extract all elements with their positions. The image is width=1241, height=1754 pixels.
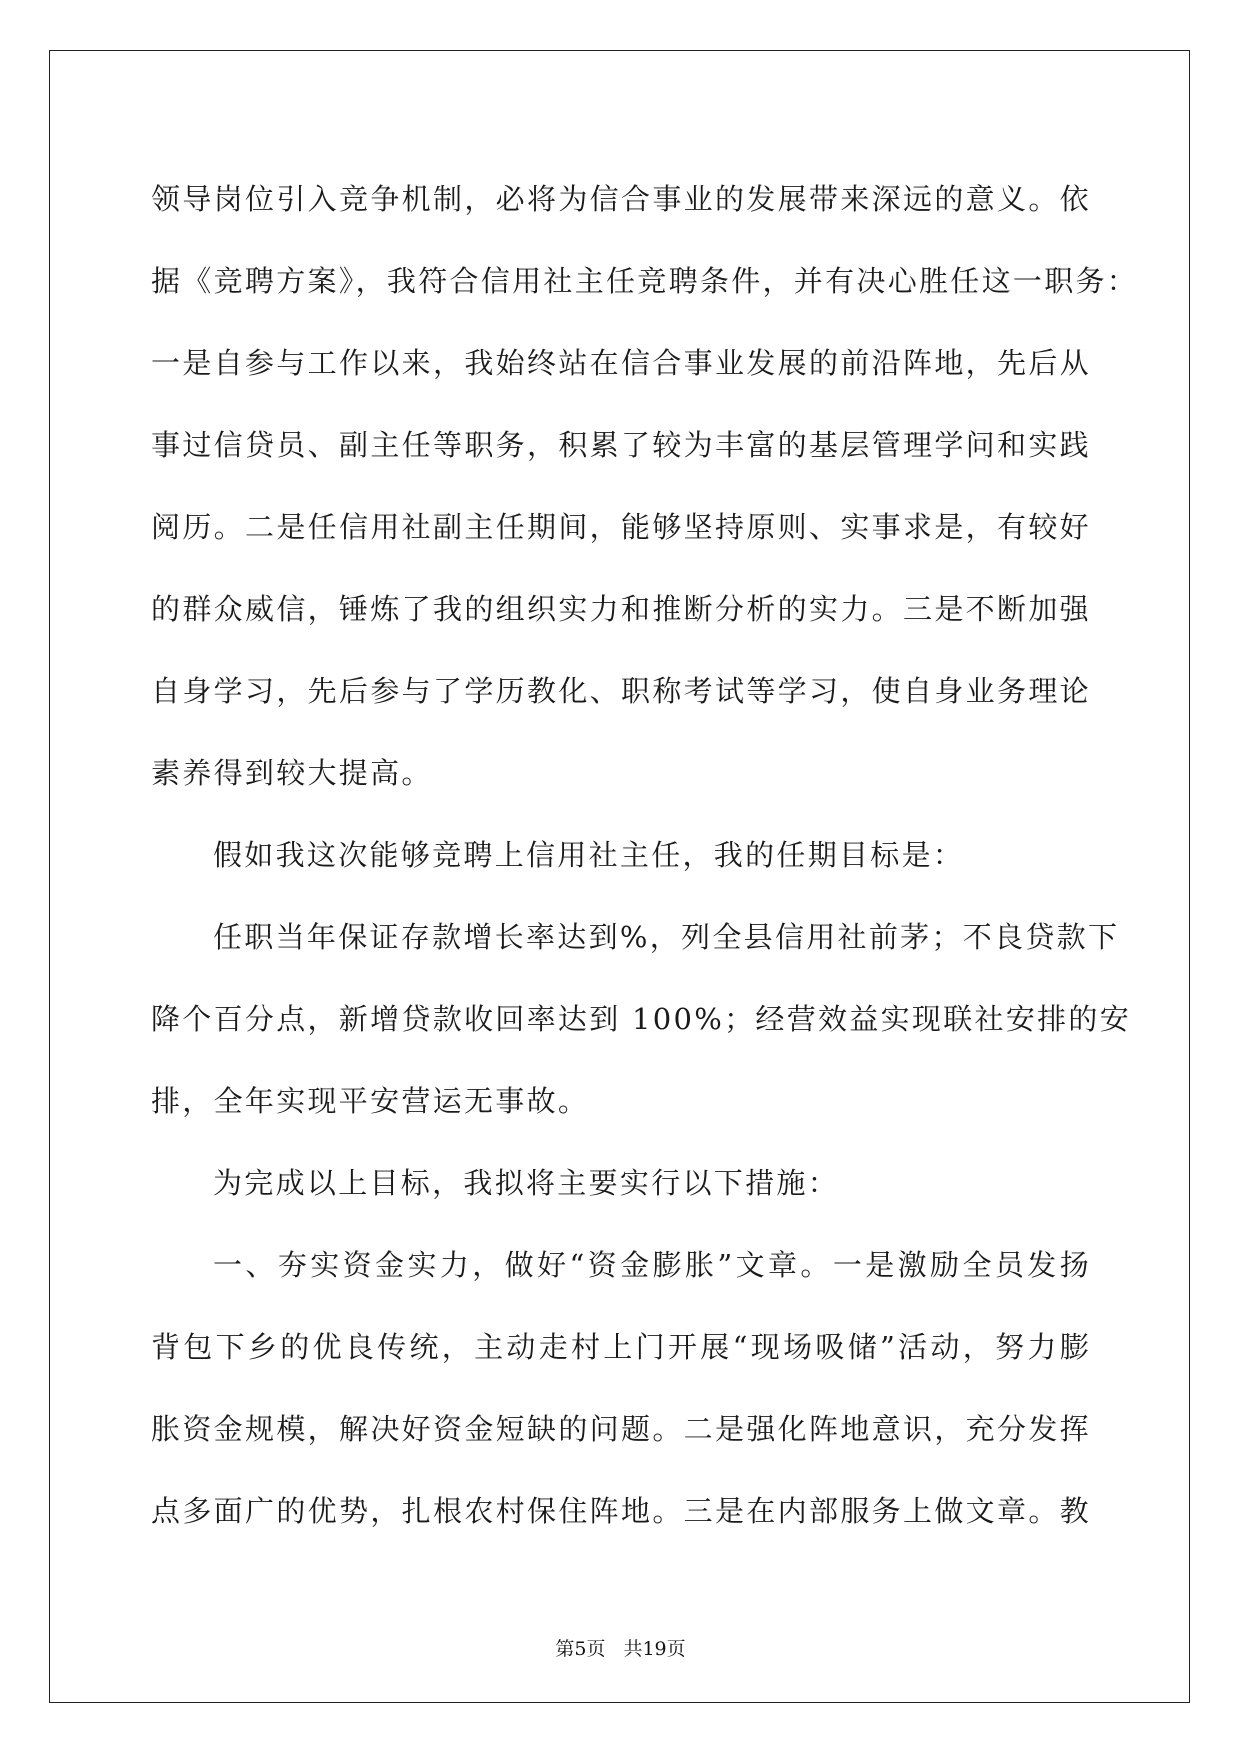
page-number-total: 共19页: [623, 1638, 686, 1660]
document-body: [151, 158, 1139, 1552]
text-line: 为完成以上目标，我拟将主要实行以下措施：: [213, 1166, 840, 1200]
text-line: 点多面广的优势，扎根农村保住阵地。三是在内部服务上做文章。教: [151, 1494, 1091, 1528]
page-footer: [0, 1634, 1241, 1661]
text-line: 据《竞聘方案》，我符合信用社主任竞聘条件，并有决心胜任这一职务：: [151, 264, 1139, 298]
text-line: 素养得到较大提高。: [151, 756, 433, 790]
text-line: 任职当年保证存款增长率达到%，列全县信用社前茅；不良贷款下: [213, 920, 1120, 954]
text-line: 背包下乡的优良传统，主动走村上门开展“现场吸储”活动，努力膨: [151, 1330, 1091, 1364]
text-line: 领导岗位引入竞争机制，必将为信合事业的发展带来深远的意义。依: [151, 182, 1091, 216]
text-line: 阅历。二是任信用社副主任期间，能够坚持原则、实事求是，有较好: [151, 510, 1091, 544]
page-number-current: 第5页: [555, 1638, 606, 1660]
text-line: 一、夯实资金实力，做好“资金膨胀”文章。一是激励全员发扬: [213, 1248, 1091, 1282]
text-line: 胀资金规模，解决好资金短缺的问题。二是强化阵地意识，充分发挥: [151, 1412, 1091, 1446]
text-line: 事过信贷员、副主任等职务，积累了较为丰富的基层管理学问和实践: [151, 428, 1091, 462]
text-line: 自身学习，先后参与了学历教化、职称考试等学习，使自身业务理论: [151, 674, 1091, 708]
text-line: 一是自参与工作以来，我始终站在信合事业发展的前沿阵地，先后从: [151, 346, 1091, 380]
text-line: 的群众威信，锤炼了我的组织实力和推断分析的实力。三是不断加强: [151, 592, 1091, 626]
text-line: 降个百分点，新增贷款收回率达到 100%；经营效益实现联社安排的安: [151, 1002, 1132, 1036]
text-line: 排，全年实现平安营运无事故。: [151, 1084, 590, 1118]
text-line: 假如我这次能够竞聘上信用社主任，我的任期目标是：: [213, 838, 965, 872]
